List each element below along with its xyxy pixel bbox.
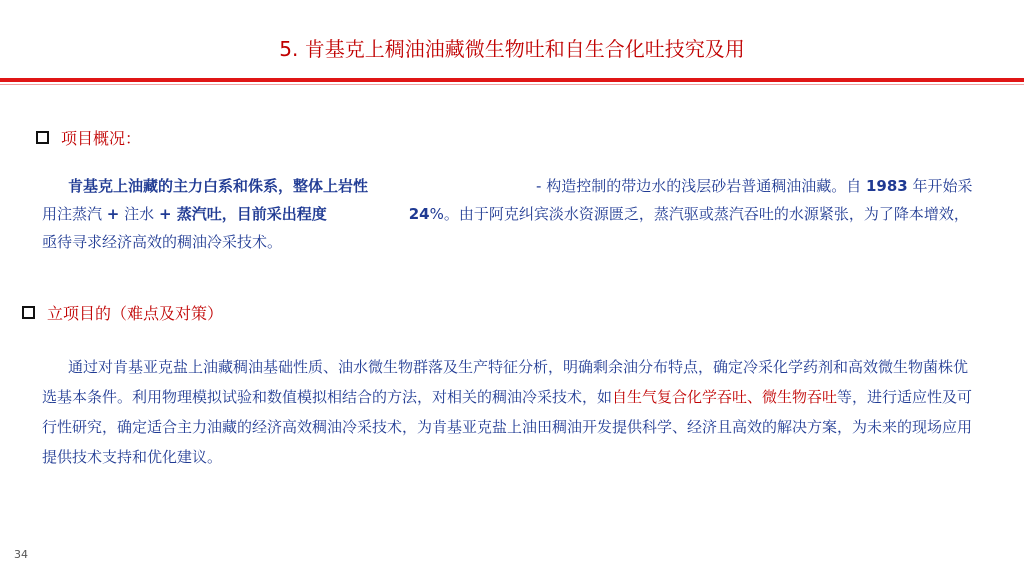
overview-text: 注水 bbox=[124, 205, 155, 223]
overview-text: 年开始采用注蒸汽 bbox=[42, 177, 973, 223]
title-divider-thin bbox=[0, 84, 1024, 85]
checkbox-bullet-icon bbox=[36, 131, 49, 144]
purpose-text: 等，进行适应性及可行性研究，确定适合主力油藏的经济高效稠油冷采技术，为肯基亚克盐上油田稠油开发提供科学、经济且高效的解决方案，为未来的现场应用提供技术支持和优化建议。 bbox=[42, 388, 973, 466]
purpose-text: 通过对肯基亚克盐上油藏稠油基础性质、油水微生物群落及生产特征分析，明确剩余油分布特点，确定冷采化学药剂和高效微生物菌株优选基本条件。利用物理模拟试验和数值模拟相结合的方法，对相关的稠油冷采技术，如 bbox=[42, 358, 969, 406]
overview-year: 1983 bbox=[865, 177, 908, 195]
overview-text: - 构造控制的带边水的浅层砂岩普通稠油油藏。自 bbox=[536, 177, 862, 195]
section-heading-label: 项目概况： bbox=[61, 129, 142, 148]
page-title: 5. 肯基克上稠油油藏微生物吐和自生合化吐技究及用 bbox=[279, 37, 745, 61]
overview-bold-text: + 蒸汽吐，目前采出程度 bbox=[158, 205, 327, 223]
overview-bold-text: 肯基克上油藏的主力白系和侏系，整体上岩性 bbox=[68, 177, 369, 195]
page-number: 34 bbox=[14, 548, 28, 561]
purpose-paragraph bbox=[42, 352, 977, 472]
section-heading-purpose bbox=[22, 301, 223, 324]
overview-recovery-value: 24 bbox=[408, 205, 430, 223]
checkbox-bullet-icon bbox=[22, 306, 35, 319]
overview-paragraph bbox=[42, 172, 977, 256]
purpose-highlight-text: 自生气复合化学吞吐、微生物吞吐 bbox=[612, 388, 838, 406]
overview-text: %。由于阿克纠宾淡水资源匮乏，蒸汽驱或蒸汽吞吐的水源紧张，为了降本增效，亟待寻求经济高效的稠油冷采技术。 bbox=[42, 205, 969, 251]
section-heading-label: 立项目的（难点及对策） bbox=[47, 304, 224, 323]
section-heading-overview bbox=[36, 126, 141, 149]
title-divider bbox=[0, 78, 1024, 82]
overview-plus: + bbox=[106, 205, 120, 223]
